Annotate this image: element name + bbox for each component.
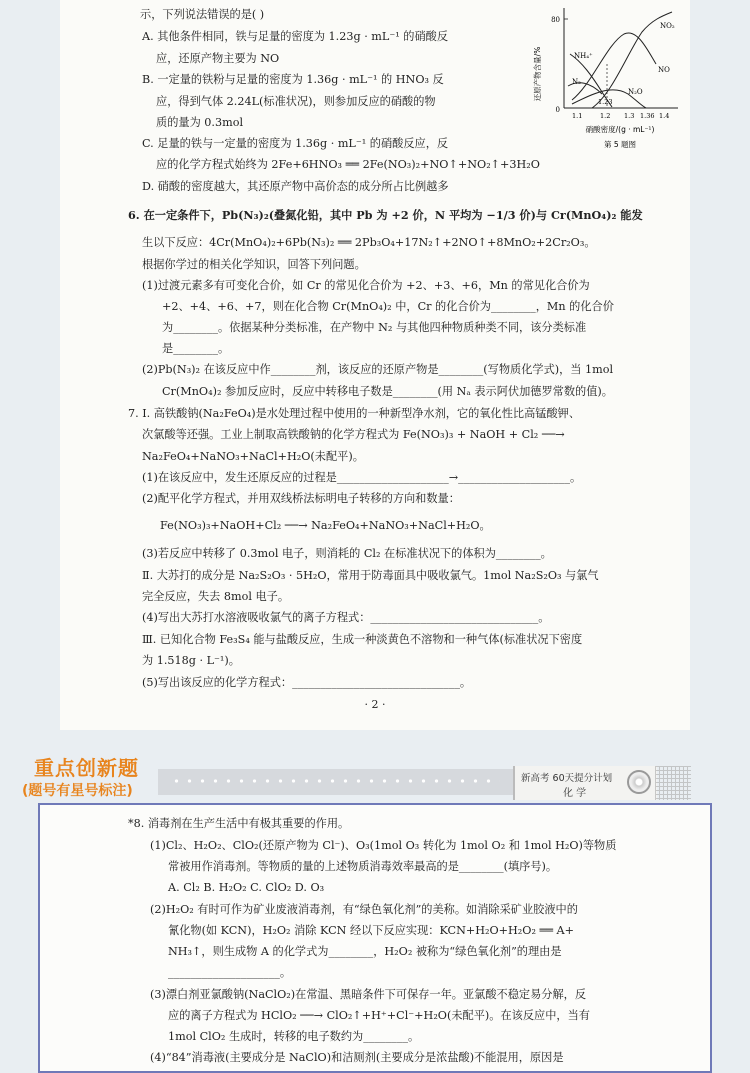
text-line: (1)Cl₂、H₂O₂、ClO₂(还原产物为 Cl⁻)、O₃(1mol O₃ 转化为 1mol O₂ 和 1mol H₂O)等物质: [150, 839, 617, 852]
figure-x-tick: 1.3: [624, 112, 635, 120]
figure-y-label: 还原产物含量/%: [533, 46, 542, 102]
callout-title: 重点创新题: [34, 756, 139, 780]
text-line: (4)“84”消毒液(主要成分是 NaClO)和洁厕剂(主要成分是浓盐酸)不能混用，原因是: [150, 1051, 564, 1064]
innovation-question-box: [38, 803, 712, 1073]
figure-5-graph: [532, 4, 688, 154]
text-line: C. 足量的铁与一定量的密度为 1.36g · mL⁻¹ 的硝酸反应，反: [142, 137, 449, 150]
text-line: 应，还原产物主要为 NO: [156, 52, 280, 65]
text-line: 质的量为 0.3mol: [156, 116, 244, 129]
text-line: 为________。依据某种分类标准，在产物中 N₂ 与其他四种物质种类不同，该分类标准: [162, 321, 587, 334]
question-7-line: 7. Ⅰ. 高铁酸钠(Na₂FeO₄)是水处理过程中使用的一种新型净水剂，它的氧化性比高锰酸钾、: [128, 407, 581, 420]
text-line: Na₂FeO₄+NaNO₃+NaCl+H₂O(未配平)。: [142, 450, 364, 463]
equation-line: Fe(NO₃)₃+NaOH+Cl₂ ──→ Na₂FeO₄+NaNO₃+NaCl+H₂O。: [160, 519, 491, 532]
header-strip: [158, 769, 513, 795]
question-6-line: 6. 在一定条件下，Pb(N₃)₂(叠氮化铅，其中 Pb 为 +2 价，N 平均为 −1/3 价)与 Cr(MnO₄)₂ 能发: [128, 208, 643, 222]
text-line: Ⅱ. 大苏打的成分是 Na₂S₂O₃ · 5H₂O，常用于防毒面具中吸收氯气。1mol Na₂S₂O₃ 与氯气: [142, 569, 599, 582]
text-line: 是________。: [162, 342, 230, 355]
figure-caption: 第 5 题图: [603, 140, 637, 149]
text-line: (1)在该反应中，发生还原反应的过程是____________________→____________________。: [142, 471, 582, 484]
figure-x-tick: 1.1: [572, 112, 583, 120]
figure-origin: 0: [555, 106, 560, 114]
text-line: 次氯酸等还强。工业上制取高铁酸钠的化学方程式为 Fe(NO₃)₃ + NaOH + Cl₂ ──→: [142, 428, 565, 441]
brand-line-1: 新高考 60天提分计划: [521, 773, 613, 784]
text-line: 根据你学过的相关化学知识，回答下列问题。: [142, 258, 366, 271]
figure-label-nh4: NH₄⁺: [574, 52, 593, 60]
text-line: (1)过渡元素多有可变化合价，如 Cr 的常见化合价为 +2、+3、+6，Mn 的常见化合价为: [142, 279, 590, 292]
workbook-page: [60, 0, 690, 730]
page-number: · 2 ·: [364, 698, 386, 711]
text-line: 完全反应，失去 8mol 电子。: [142, 590, 290, 603]
grid-decoration: [655, 766, 691, 800]
text-line: (3)漂白剂亚氯酸钠(NaClO₂)在常温、黑暗条件下可保存一年。亚氯酸不稳定易分解，反: [150, 988, 587, 1001]
figure-marker: 1.23: [598, 98, 613, 106]
text-line: (2)H₂O₂ 有时可作为矿业废液消毒剂，有“绿色氧化剂”的美称。如消除采矿业胶液中的: [150, 903, 578, 916]
figure-x-label: 硝酸密度/(g · mL⁻¹): [585, 125, 655, 134]
figure-label-n2o: N₂O: [628, 88, 643, 96]
text-line: 生以下反应：4Cr(MnO₄)₂+6Pb(N₃)₂ ══ 2Pb₃O₄+17N₂↑+2NO↑+8MnO₂+2Cr₂O₃。: [142, 236, 596, 249]
text-line: 应，得到气体 2.24L(标准状况)，则参加反应的硝酸的物: [156, 95, 436, 108]
brand-badge: [513, 766, 657, 800]
text-line: NH₃↑，则生成物 A 的化学式为________，H₂O₂ 被称为“绿色氧化剂”的理由是: [168, 945, 562, 958]
text-line: ____________________。: [168, 966, 292, 979]
options-line: A. Cl₂ B. H₂O₂ C. ClO₂ D. O₃: [168, 881, 325, 894]
figure-x-tick: 1.2: [600, 112, 611, 120]
text-line: D. 硝酸的密度越大，其还原产物中高价态的成分所占比例越多: [142, 180, 449, 193]
text-line: 常被用作消毒剂。等物质的量的上述物质消毒效率最高的是________(填序号)。: [168, 860, 558, 873]
figure-label-no: NO: [658, 66, 670, 74]
text-line: 应的离子方程式为 HClO₂ ──→ ClO₂↑+H⁺+Cl⁻+H₂O(未配平)。在该反应中，当有: [168, 1009, 590, 1022]
text-line: 氰化物(如 KCN)，H₂O₂ 消除 KCN 经以下反应实现：KCN+H₂O+H₂O₂ ══ A+: [168, 924, 574, 937]
question-8-title: *8. 消毒剂在生产生活中有极其重要的作用。: [128, 817, 350, 830]
brand-line-2: 化 学: [563, 788, 587, 799]
text-line: (3)若反应中转移了 0.3mol 电子，则消耗的 Cl₂ 在标准状况下的体积为________。: [142, 547, 552, 560]
text-line: (2)配平化学方程式，并用双线桥法标明电子转移的方向和数量：: [142, 492, 460, 505]
text-line: B. 一定量的铁粉与足量的密度为 1.36g · mL⁻¹ 的 HNO₃ 反: [142, 73, 444, 86]
text-line: 应的化学方程式始终为 2Fe+6HNO₃ ══ 2Fe(NO₃)₂+NO↑+NO₂↑+3H₂O: [156, 158, 540, 171]
text-line: Ⅲ. 已知化合物 Fe₃S₄ 能与盐酸反应，生成一种淡黄色不溶物和一种气体(标准状况下密度: [142, 633, 583, 646]
figure-x-tick: 1.4: [659, 112, 670, 120]
text-line: 1mol ClO₂ 生成时，转移的电子数约为________。: [168, 1030, 420, 1043]
text-line: (4)写出大苏打水溶液吸收氯气的离子方程式：______________________________。: [142, 611, 550, 624]
disc-icon: [627, 770, 651, 794]
figure-label-n2: N₂: [572, 78, 581, 86]
text-line: +2、+4、+6、+7，则在化合物 Cr(MnO₄)₂ 中，Cr 的化合价为________，Mn 的化合价: [162, 300, 614, 313]
text-line: Cr(MnO₄)₂ 参加反应时，反应中转移电子数是________(用 Nₐ 表示阿伏加德罗常数的值)。: [162, 385, 613, 398]
callout-subtitle: (题号有星号标注): [22, 783, 133, 799]
figure-x-tick: 1.36: [640, 112, 655, 120]
text-line: 示，下列说法错误的是( ): [140, 8, 265, 21]
text-line: 为 1.518g · L⁻¹)。: [142, 654, 240, 667]
text-line: (2)Pb(N₃)₂ 在该反应中作________剂，该反应的还原产物是________(写物质化学式)，当 1mol: [142, 363, 614, 376]
text-line: (5)写出该反应的化学方程式：______________________________。: [142, 676, 472, 689]
figure-label-no2: NO₂: [660, 22, 675, 30]
figure-y-tick: 80: [551, 16, 560, 24]
text-line: A. 其他条件相同，铁与足量的密度为 1.23g · mL⁻¹ 的硝酸反: [142, 30, 449, 43]
